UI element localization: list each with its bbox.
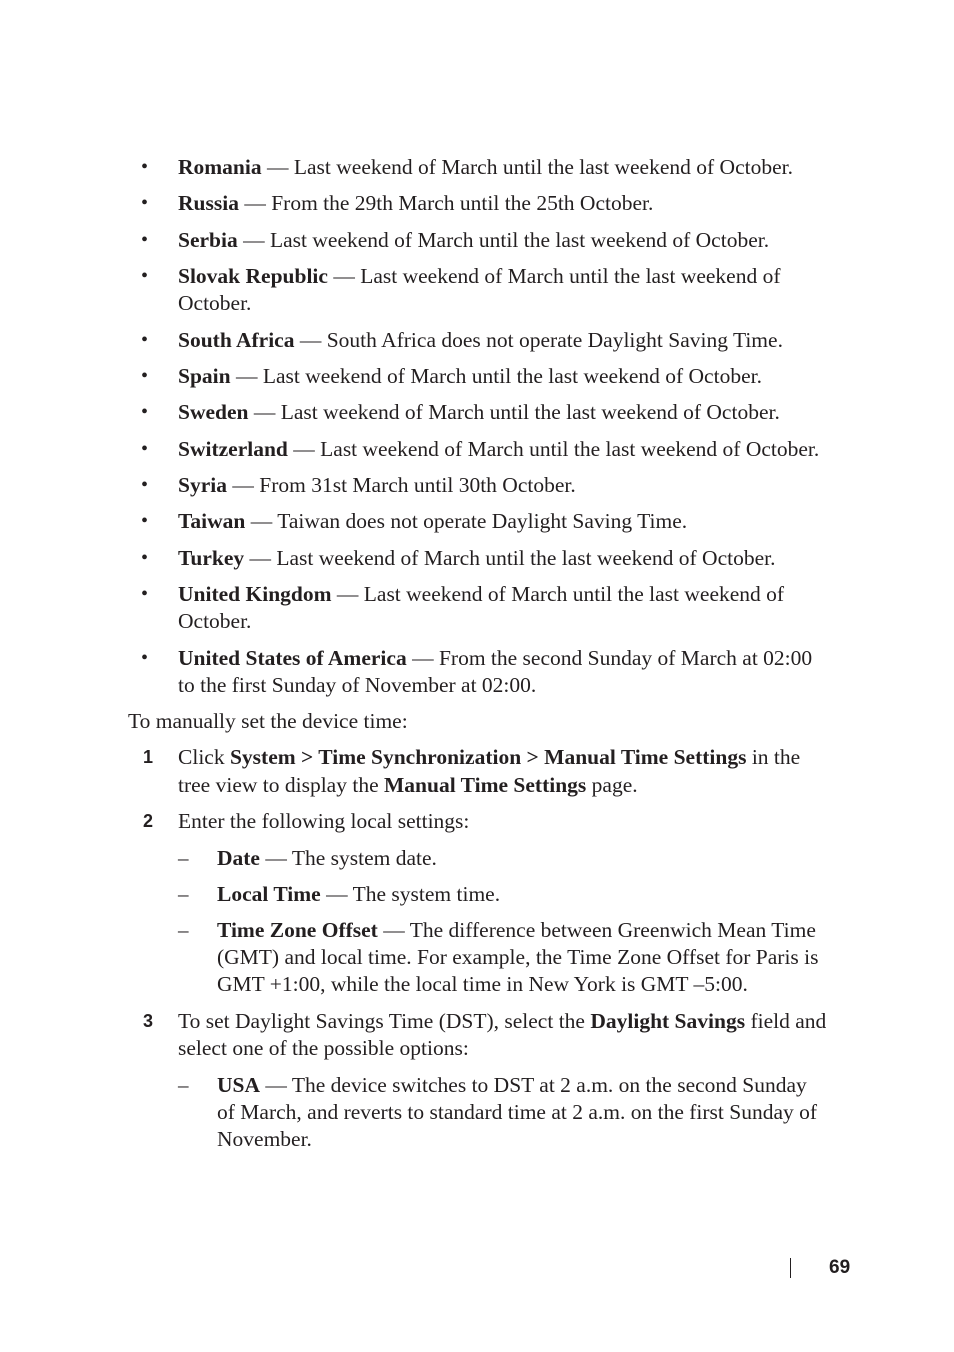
- country-name: Sweden: [178, 400, 249, 424]
- list-bullet: •: [141, 192, 149, 214]
- country-name: Switzerland: [178, 437, 288, 461]
- step-text: Click System > Time Synchronization > Manual Time Settings in the: [178, 745, 801, 769]
- list-bullet: •: [141, 365, 149, 387]
- list-item: Turkey — Last weekend of March until the last weekend of October.: [178, 546, 776, 570]
- option-label: USA: [217, 1073, 261, 1097]
- field-label: Local Time: [217, 882, 321, 906]
- list-bullet: •: [141, 401, 149, 423]
- country-name: Slovak Republic: [178, 264, 328, 288]
- list-item: United States of America — From the second Sunday of March at 02:00: [178, 646, 813, 670]
- step-text-continuation: select one of the possible options:: [178, 1036, 469, 1060]
- list-bullet: •: [141, 510, 149, 532]
- step-number: 2: [143, 811, 154, 831]
- list-bullet: •: [141, 647, 149, 669]
- country-name: Romania: [178, 155, 262, 179]
- sub-list-item: Local Time — The system time.: [217, 882, 501, 906]
- country-name: Taiwan: [178, 509, 246, 533]
- sub-list-dash: –: [178, 846, 189, 870]
- sub-list-item-continuation: (GMT) and local time. For example, the Time Zone Offset for Paris is: [217, 945, 819, 969]
- sub-list-item: Date — The system date.: [217, 846, 437, 870]
- sub-list-dash: –: [178, 1073, 189, 1097]
- list-item: Romania — Last weekend of March until the last weekend of October.: [178, 155, 793, 179]
- list-item: Sweden — Last weekend of March until the last weekend of October.: [178, 400, 780, 424]
- step-text-continuation: tree view to display the Manual Time Settings page.: [178, 773, 638, 797]
- step-number: 1: [143, 747, 154, 767]
- country-name: Russia: [178, 191, 239, 215]
- list-bullet: •: [141, 474, 149, 496]
- sub-list-dash: –: [178, 882, 189, 906]
- intro-paragraph: To manually set the device time:: [128, 709, 408, 733]
- field-label: Date: [217, 846, 260, 870]
- list-bullet: •: [141, 265, 149, 287]
- list-item-continuation: October.: [178, 291, 252, 315]
- field-reference: Daylight Savings: [590, 1009, 746, 1033]
- field-label: Time Zone Offset: [217, 918, 378, 942]
- list-bullet: •: [141, 329, 149, 351]
- list-item: Serbia — Last weekend of March until the last weekend of October.: [178, 228, 770, 252]
- list-item-continuation: to the first Sunday of November at 02:00.: [178, 673, 537, 697]
- country-name: United States of America: [178, 646, 407, 670]
- country-name: South Africa: [178, 328, 295, 352]
- sub-list-item-continuation: of March, and reverts to standard time at 2 a.m. on the first Sunday of: [217, 1100, 818, 1124]
- list-item: Syria — From 31st March until 30th October.: [178, 473, 576, 497]
- step-text: To set Daylight Savings Time (DST), select the Daylight Savings field and: [178, 1009, 827, 1033]
- sub-list-item: Time Zone Offset — The difference between Greenwich Mean Time: [217, 918, 816, 942]
- sub-list-item-continuation: November.: [217, 1127, 312, 1151]
- list-item: Slovak Republic — Last weekend of March until the last weekend of: [178, 264, 781, 288]
- menu-path: System > Time Synchronization > Manual Time Settings: [229, 745, 747, 769]
- list-bullet: •: [141, 438, 149, 460]
- list-bullet: •: [141, 229, 149, 251]
- country-name: Serbia: [178, 228, 238, 252]
- list-item: Taiwan — Taiwan does not operate Daylight Saving Time.: [178, 509, 688, 533]
- sub-list-item: USA — The device switches to DST at 2 a.m. on the second Sunday: [217, 1073, 807, 1097]
- list-item: Spain — Last weekend of March until the last weekend of October.: [178, 364, 762, 388]
- page-number: 69: [829, 1257, 851, 1278]
- list-bullet: •: [141, 583, 149, 605]
- sub-list-dash: –: [178, 918, 189, 942]
- sub-list-item-continuation: GMT +1:00, while the local time in New York is GMT –5:00.: [217, 972, 748, 996]
- country-name: Turkey: [178, 546, 245, 570]
- list-bullet: •: [141, 547, 149, 569]
- list-bullet: •: [141, 156, 149, 178]
- list-item: South Africa — South Africa does not operate Daylight Saving Time.: [178, 328, 783, 352]
- country-name: Spain: [178, 364, 231, 388]
- step-number: 3: [143, 1011, 154, 1031]
- footer-divider: [790, 1258, 791, 1278]
- page-reference: Manual Time Settings: [383, 773, 587, 797]
- country-name: Syria: [178, 473, 227, 497]
- list-item: Russia — From the 29th March until the 25th October.: [178, 191, 654, 215]
- list-item-continuation: October.: [178, 609, 252, 633]
- list-item: United Kingdom — Last weekend of March until the last weekend of: [178, 582, 785, 606]
- country-name: United Kingdom: [178, 582, 332, 606]
- step-text: Enter the following local settings:: [178, 809, 470, 833]
- list-item: Switzerland — Last weekend of March until the last weekend of October.: [178, 437, 820, 461]
